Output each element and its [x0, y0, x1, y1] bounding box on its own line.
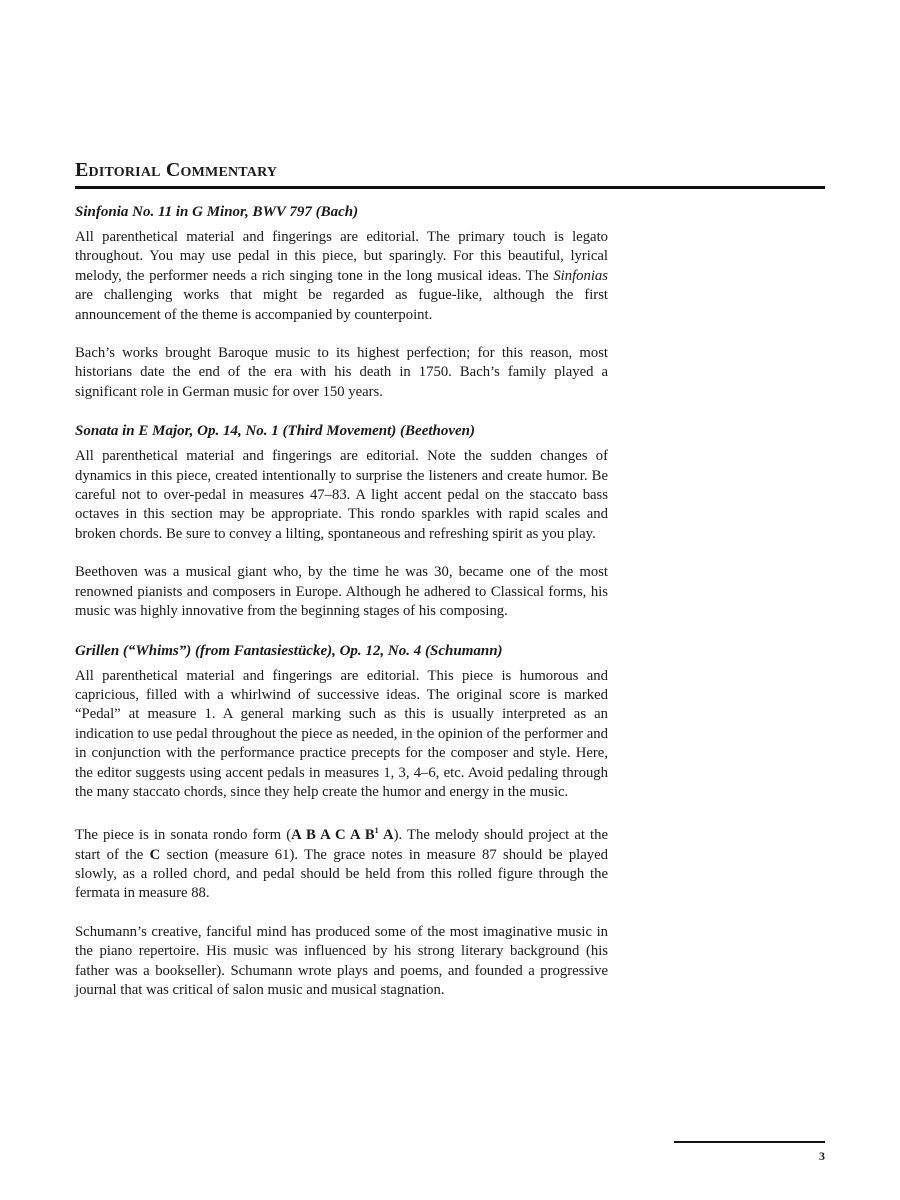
commentary-body — [75, 203, 608, 1000]
form-label — [291, 827, 393, 843]
paragraph: Schumann’s creative, fanciful mind has produced some of the most imaginative music in the piano repertoire. His music was influenced by his strong literary background (his father was a bookseller). Schumann wrote plays and poems, and founded a progressive journal that was critical of salon music and musical stagnation. — [75, 923, 608, 999]
section-heading: Sinfonia No. 11 in G Minor, BWV 797 (Bach) — [75, 204, 359, 220]
text-run: ). The melody should project at the start of the — [75, 827, 608, 863]
section-beethoven — [75, 422, 608, 621]
form-superscript: 1 — [374, 826, 379, 836]
paragraph — [75, 821, 608, 904]
page-header — [75, 157, 825, 189]
paragraph: All parenthetical material and fingerings are editorial. Note the sudden changes of dynamics in this piece, created intentionally to surprise the listeners and create humor. Be careful not to over-pedal in measures 47–83. A light accent pedal on the staccato bass octaves in this section may be appropriate. This rondo sparkles with rapid scales and broken chords. Be sure to convey a lilting, spontaneous and refreshing spirit as you play. — [75, 448, 608, 542]
footer-rule — [674, 1141, 825, 1143]
paragraph: All parenthetical material and fingerings are editorial. This piece is humorous and capricious, filled with a whirlwind of successive ideas. The original score is marked “Pedal” at measure 1. A general marking such as this is usually interpreted as an indication to use pedal throughout the piece as needed, in the opinion of the performer and in conjunction with the performance practice precepts for the composer and style. Here, the editor suggests using accent pedals in measures 1, 3, 4–6, etc. Avoid pedaling through the many staccato chords, since they help create the humor and energy in the music. — [75, 667, 608, 800]
section-heading: Grillen (“Whims”) (from Fantasiestücke), Op. 12, No. 4 (Schumann) — [75, 642, 503, 659]
text-run: are challenging works that might be regarded as fugue-like, although the first announcement of the theme is accompanied by counterpoint. — [75, 287, 608, 323]
page-footer — [674, 1141, 825, 1164]
page-title: Editorial Commentary — [75, 159, 278, 181]
section-letter: C — [149, 846, 161, 863]
form-letters: A B A C A B — [291, 827, 375, 844]
text-run: All parenthetical material and fingerings are editorial. The primary touch is legato throughout. You may use pedal in this piece, but sparingly. For this beautiful, lyrical melody, the performer needs a rich singing tone in the long musical ideas. The — [75, 229, 608, 284]
text-run: The piece is in sonata rondo form ( — [75, 827, 292, 844]
paragraph: Bach’s works brought Baroque music to its highest perfection; for this reason, most historians date the end of the era with his death in 1750. Bach’s family played a significant role in German music for over 150 years. — [75, 345, 608, 400]
form-letters-end: A — [378, 827, 394, 844]
page-number: 3 — [819, 1148, 825, 1163]
title-rule — [75, 186, 825, 189]
paragraph: Beethoven was a musical giant who, by the time he was 30, became one of the most renowned pianists and composers in Europe. Although he adhered to Classical forms, his music was highly innovative from the beginning stages of his composing. — [75, 564, 608, 620]
italic-title: Sinfonias — [553, 267, 608, 284]
section-schumann — [75, 642, 608, 1001]
text-run: section (measure 61). The grace notes in measure 87 should be played slowly, as a rolled chord, and pedal should be held from this rolled figure through the fermata in measure 88. — [75, 846, 608, 902]
paragraph — [75, 228, 608, 325]
section-bach — [75, 203, 608, 402]
section-heading: Sonata in E Major, Op. 14, No. 1 (Third Movement) (Beethoven) — [75, 423, 476, 440]
